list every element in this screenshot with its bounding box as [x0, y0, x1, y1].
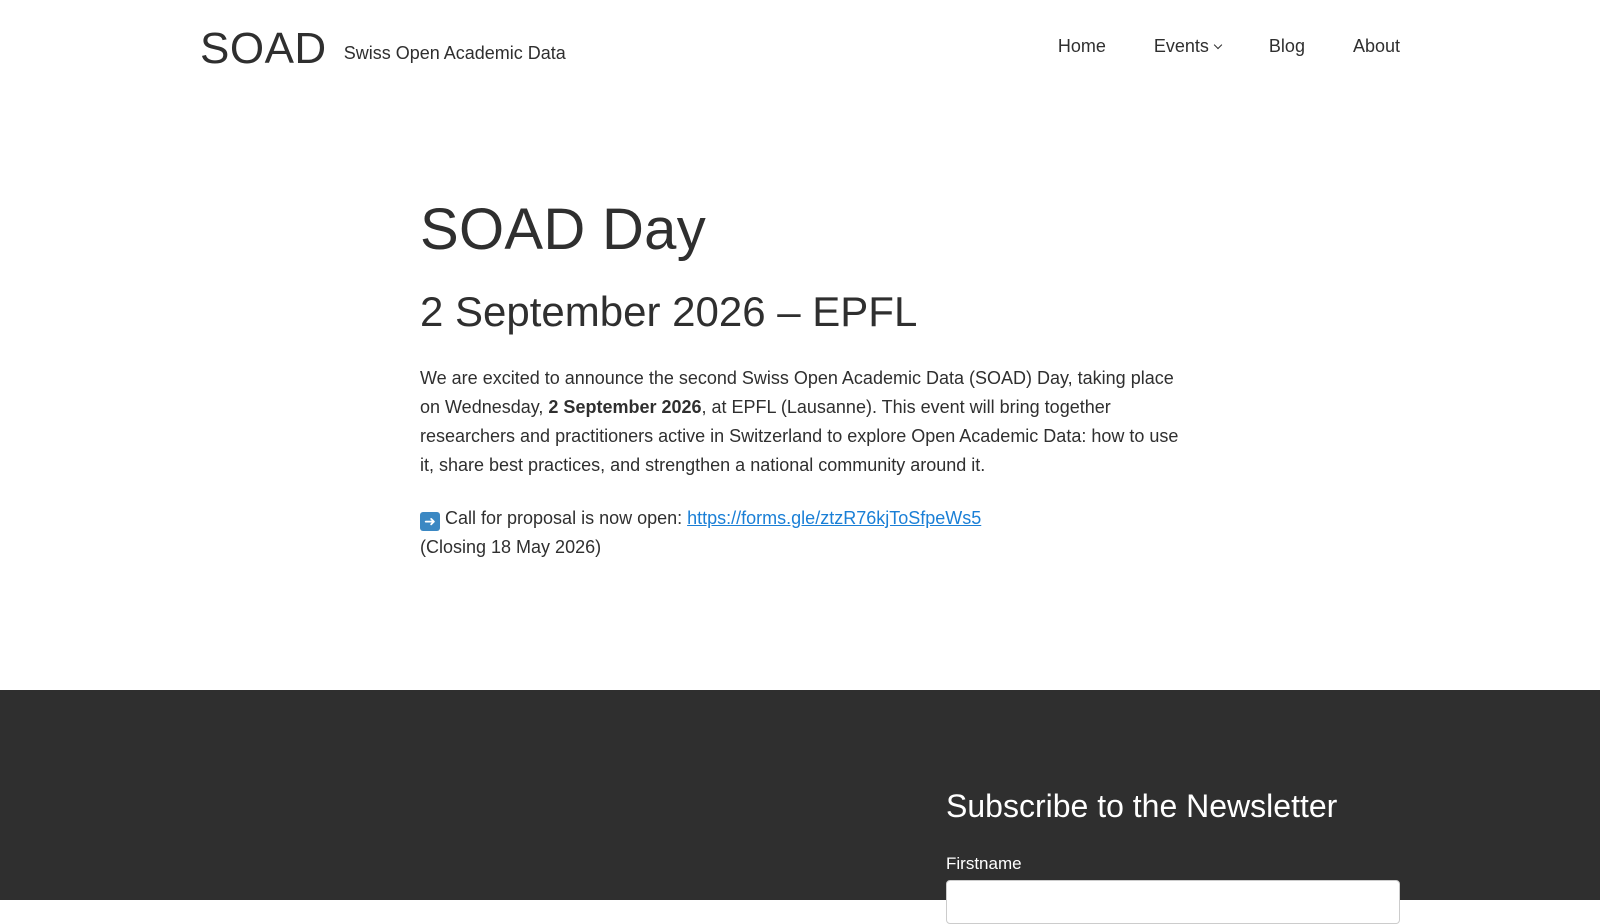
- call-for-proposal: [420, 504, 1180, 562]
- site-header: [0, 0, 1600, 98]
- firstname-label: Firstname: [946, 854, 1022, 873]
- nav-item-events[interactable]: [1154, 36, 1221, 57]
- site-footer: [0, 690, 1600, 900]
- newsletter-title: Subscribe to the Newsletter: [946, 788, 1338, 824]
- main-nav: [1058, 36, 1400, 57]
- main-content: [420, 190, 1180, 562]
- site-tagline: Swiss Open Academic Data: [343, 43, 566, 63]
- nav-label: About: [1352, 36, 1400, 56]
- event-date-bold: 2 September 2026: [548, 397, 702, 417]
- brand: [200, 24, 566, 82]
- nav-item-blog[interactable]: [1269, 36, 1305, 57]
- intro-text: We are excited to announce the second Swiss Open Academic Data (SOAD) Day, taking place on Wednesday,: [420, 368, 1174, 417]
- page-title: SOAD Day: [420, 197, 707, 262]
- nav-label: Home: [1057, 36, 1106, 56]
- newsletter-form: [946, 786, 1400, 924]
- nav-label: Blog: [1268, 36, 1305, 56]
- event-date-subtitle: 2 September 2026 – EPFL: [420, 288, 918, 335]
- intro-text: , at EPFL (Lausanne). This event will bring together researchers and practitioners active in Switzerland to explore Open Academic Data: how to use it, share best practices, and strengthen a national community around it.: [420, 397, 1179, 475]
- chevron-down-icon: [1214, 40, 1222, 48]
- right-arrow-icon: ➜: [420, 512, 440, 531]
- cfp-text: Call for proposal is now open:: [445, 508, 688, 528]
- nav-item-about[interactable]: [1353, 36, 1400, 57]
- site-logo[interactable]: SOAD: [200, 24, 327, 73]
- firstname-input[interactable]: [946, 880, 1400, 924]
- nav-item-home[interactable]: [1058, 36, 1106, 57]
- nav-label: Events: [1153, 36, 1209, 56]
- cfp-closing-date: (Closing 18 May 2026): [420, 537, 602, 557]
- intro-paragraph: [420, 364, 1180, 480]
- cfp-link[interactable]: https://forms.gle/ztzR76kjToSfpeWs5: [687, 508, 982, 528]
